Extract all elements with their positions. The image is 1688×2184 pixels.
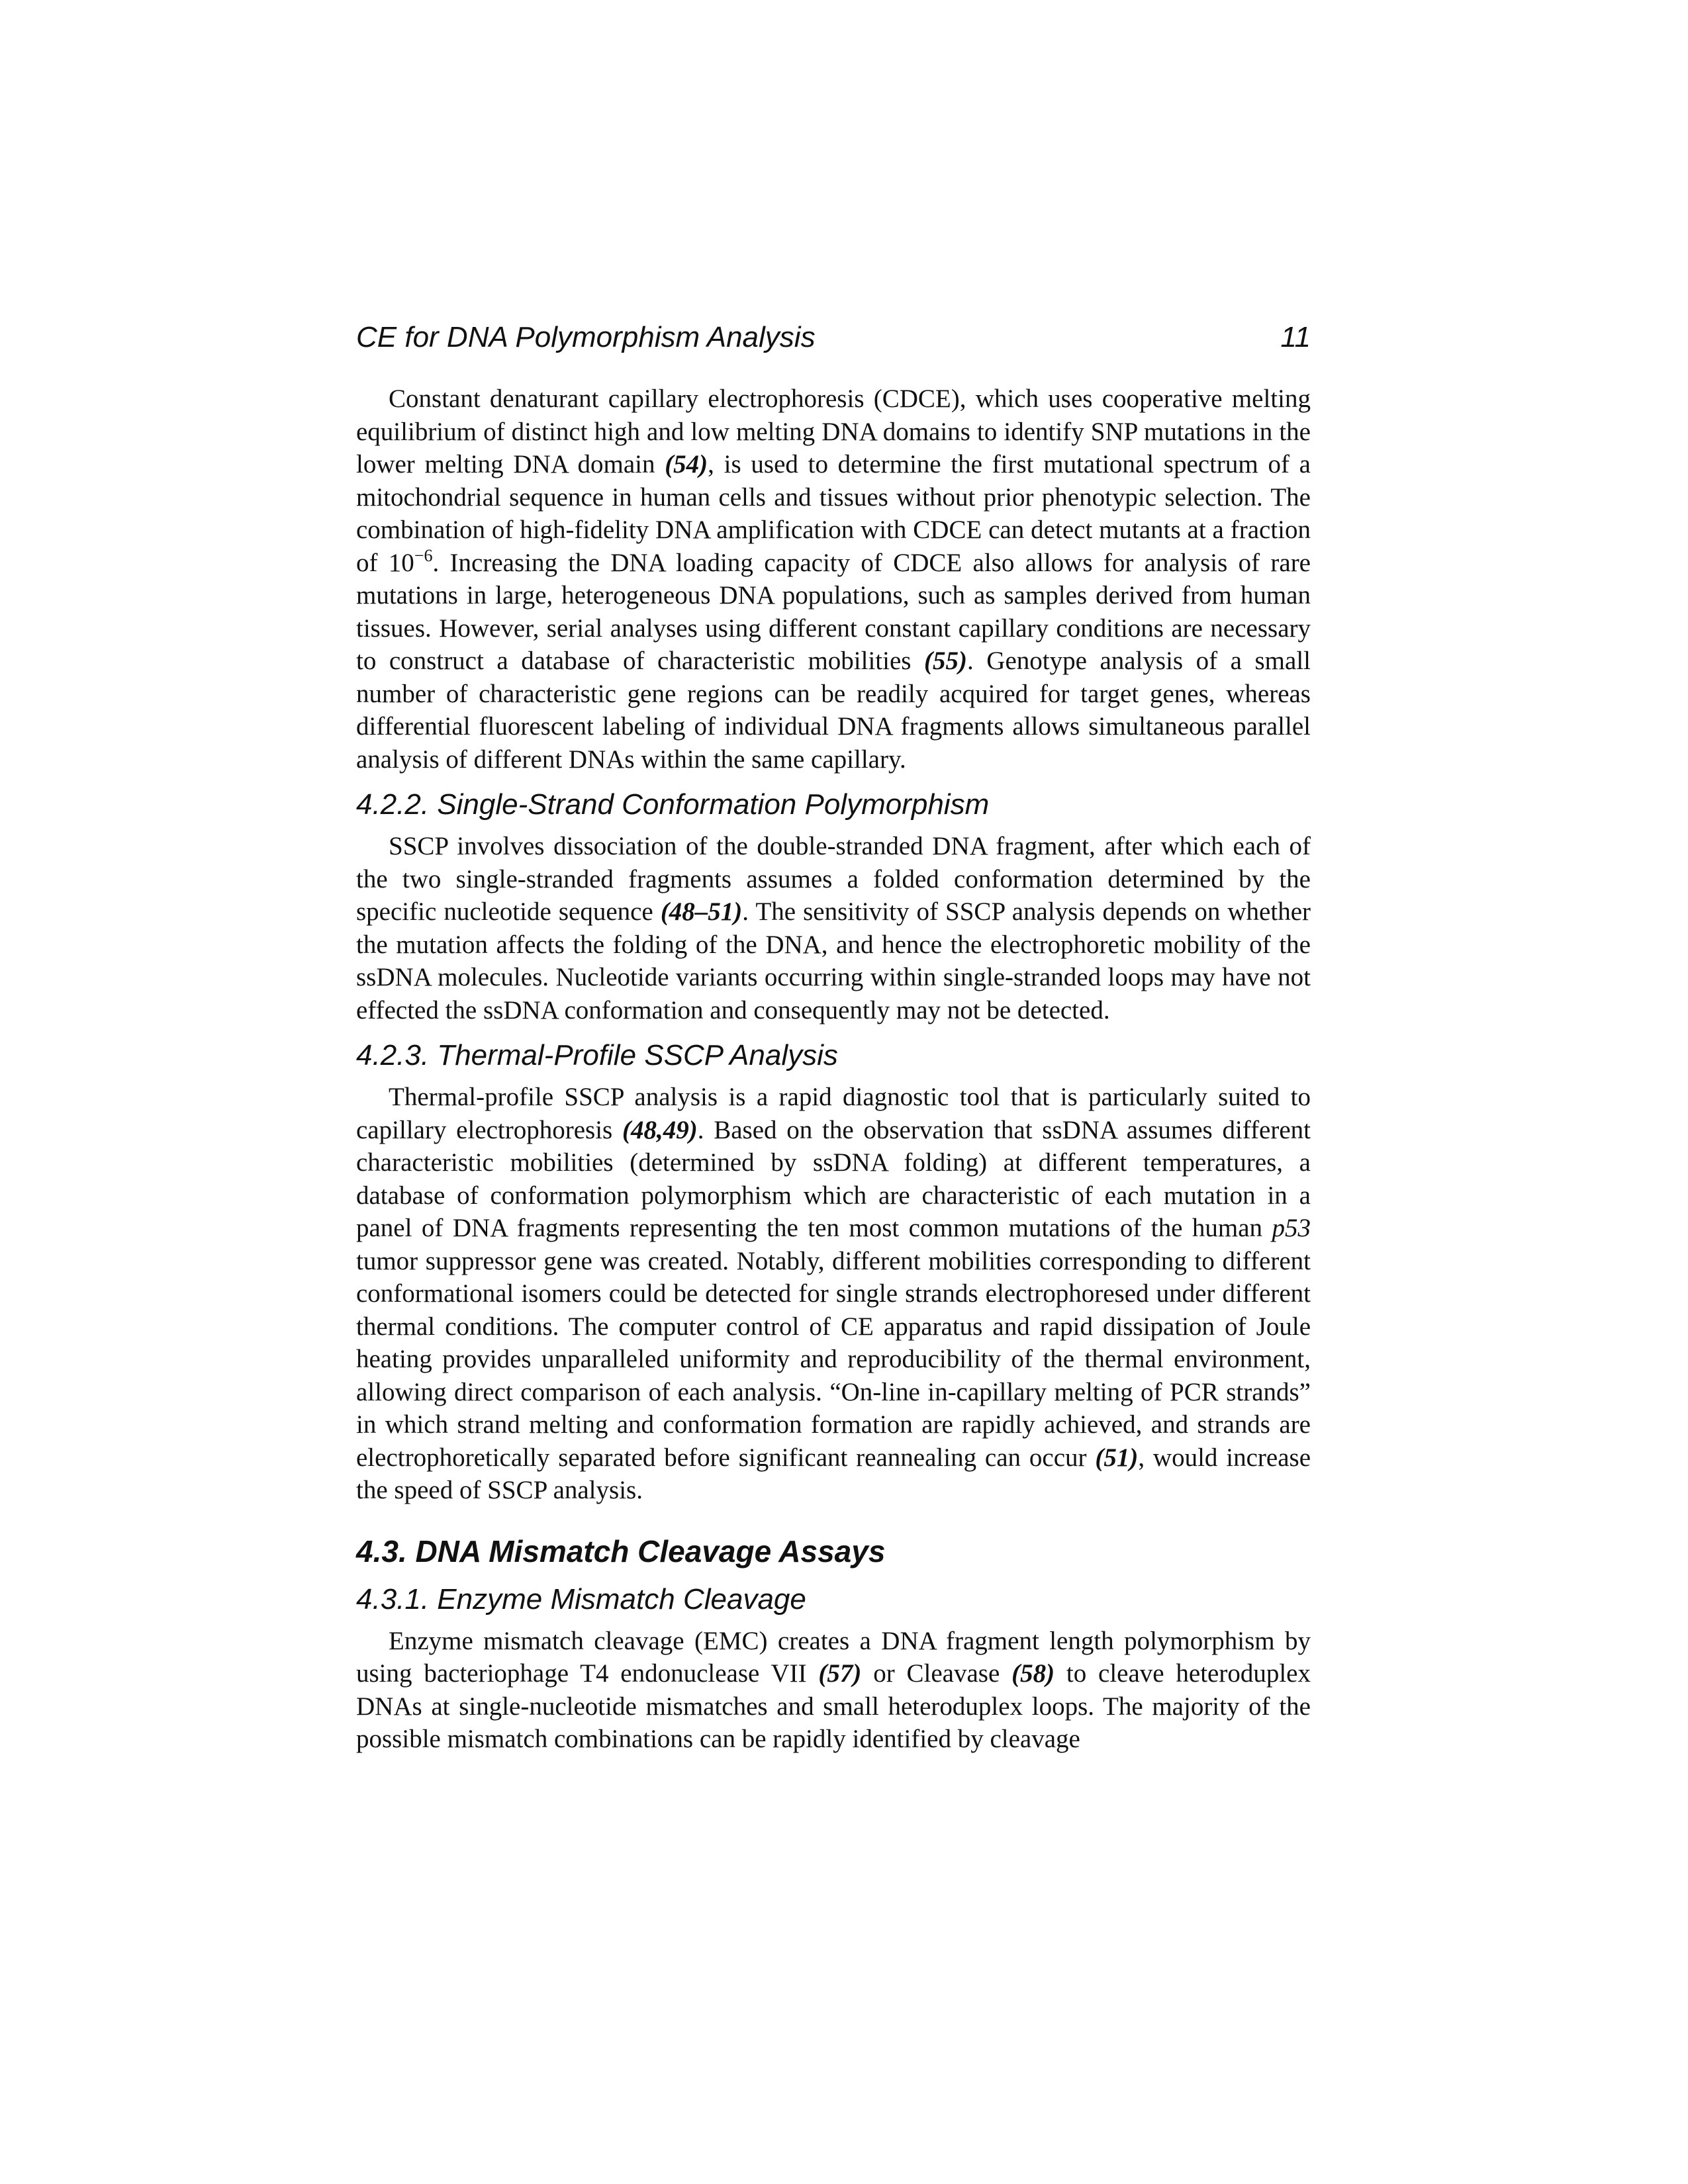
page-number: 11 — [1280, 321, 1311, 353]
heading-4-3-1: 4.3.1. Enzyme Mismatch Cleavage — [356, 1582, 806, 1615]
heading-4-2-2: 4.2.2. Single-Strand Conformation Polymorphism — [356, 788, 990, 821]
text-run: to cleave heteroduplex DNAs at single-nucleotide mismatches and small heteroduplex loops. The majority of the possible mismatch combinations can be rapidly identified by cleavage — [356, 1659, 1311, 1753]
running-head-title: CE for DNA Polymorphism Analysis — [356, 321, 816, 353]
text-run: . Based on the observation that ssDNA assumes different characteristic mobilities (determined by ssDNA folding) at different temperatures, a database of conformation polymorphism which are characteristic of each mutation in a panel of DNA fragments representing the ten most common mutations of the human — [356, 1115, 1311, 1242]
text-run: SSCP involves dissociation of the double-stranded DNA fragment, after which each of the two single-stranded fragments assumes a folded conformation determined by the specific nucleotide sequence — [356, 832, 1311, 926]
citation: (58) — [1011, 1659, 1055, 1688]
heading-4-3: 4.3. DNA Mismatch Cleavage Assays — [356, 1533, 886, 1569]
heading-4-2-3: 4.2.3. Thermal-Profile SSCP Analysis — [356, 1039, 838, 1071]
text-run: , is used to determine the first mutational spectrum of a mitochondrial sequence in human cells and tissues without prior phenotypic selection. The combination of high-fidelity DNA amplification with CDCE can detect mutants at a fraction of 10 — [356, 450, 1311, 577]
text-run: Thermal-profile SSCP analysis is a rapid diagnostic tool that is particularly suited to capillary electrophoresis — [356, 1083, 1311, 1144]
page — [356, 319, 1311, 1756]
paragraph-emc — [356, 1625, 1311, 1756]
text-run: Enzyme mismatch cleavage (EMC) creates a DNA fragment length polymorphism by using bacteriophage T4 endonuclease VII — [356, 1626, 1311, 1688]
text-run: . The sensitivity of SSCP analysis depends on whether the mutation affects the folding of the DNA, and hence the electrophoretic mobility of the ssDNA molecules. Nucleotide variants occurring within single-stranded loops may have not effected the ssDNA conformation and consequently may not be detected. — [356, 897, 1311, 1024]
exponent: −6 — [414, 545, 433, 565]
gene-name: p53 — [1272, 1214, 1311, 1242]
citation: (48,49) — [622, 1115, 698, 1144]
text-run: tumor suppressor gene was created. Notably, different mobilities corresponding to different conformational isomers could be detected for single strands electrophoresed under different thermal conditions. The computer control of CE apparatus and rapid dissipation of Joule heating provides unparalleled uniformity and reproducibility of the thermal environment, allowing direct comparison of each analysis. “On-line in-capillary melting of PCR strands” in which strand melting and conformation formation are rapidly achieved, and strands are electrophoretically separated before significant reannealing can occur — [356, 1246, 1311, 1472]
citation: (54) — [665, 450, 708, 478]
paragraph-thermal-profile — [356, 1081, 1311, 1507]
citation: (48–51) — [660, 897, 743, 926]
text-run: , would increase the speed of SSCP analysis. — [356, 1443, 1311, 1504]
paragraph-cdce — [356, 383, 1311, 776]
text-run: . Genotype analysis of a small number of characteristic gene regions can be readily acquired for target genes, whereas differential fluorescent labeling of individual DNA fragments allows simultaneous parallel analysis of different DNAs within the same capillary. — [356, 647, 1311, 774]
running-head — [356, 319, 1311, 356]
citation: (55) — [924, 647, 967, 675]
paragraph-sscp — [356, 830, 1311, 1026]
text-run: Constant denaturant capillary electrophoresis (CDCE), which uses cooperative melting equilibrium of distinct high and low melting DNA domains to identify SNP mutations in the lower melting DNA domain — [356, 385, 1311, 478]
citation: (57) — [818, 1659, 862, 1688]
text-run: or Cleavase — [861, 1659, 1012, 1688]
text-run: . Increasing the DNA loading capacity of CDCE also allows for analysis of rare mutations in large, heterogeneous DNA populations, such as samples derived from human tissues. However, serial analyses using different constant capillary conditions are necessary to construct a database of characteristic mobilities — [356, 548, 1311, 675]
citation: (51) — [1095, 1443, 1139, 1472]
